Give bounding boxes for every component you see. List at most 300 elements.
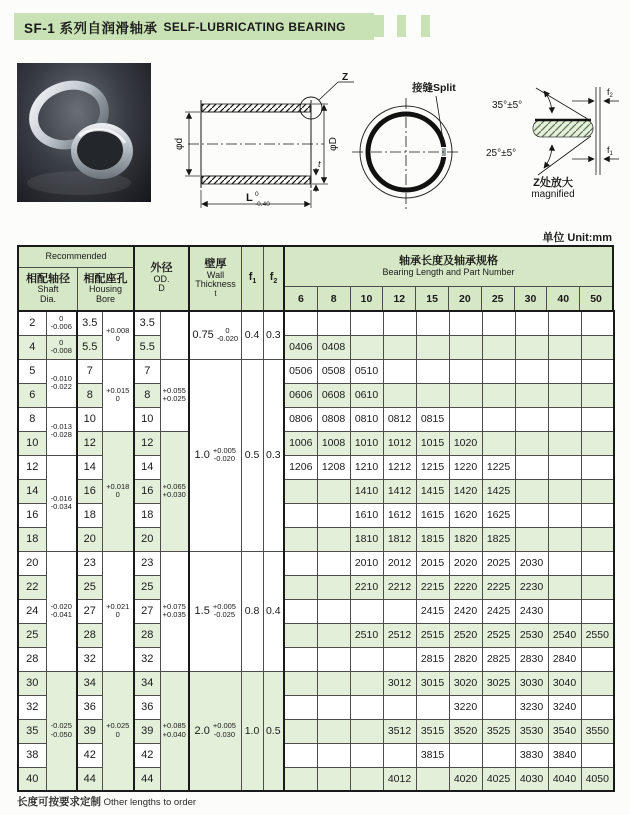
length-column-header: 30	[515, 287, 548, 310]
part-number-cell: 1820	[449, 527, 482, 551]
housing-tolerance-cell: +0.008 0	[102, 311, 134, 359]
length-column-header: 50	[590, 292, 602, 305]
part-number-cell: 2030	[515, 551, 548, 575]
header-length-columns	[285, 287, 612, 310]
front-view-drawing	[348, 72, 470, 214]
od-cell: 18	[134, 503, 160, 527]
part-number-cell	[449, 359, 482, 383]
part-number-cell: 1415	[416, 479, 449, 503]
part-number-cell: 4025	[482, 767, 515, 791]
part-number-cell	[548, 335, 581, 359]
housing-bore-cell: 34	[77, 671, 102, 695]
part-number-cell: 3525	[482, 719, 515, 743]
part-number-cell	[317, 671, 350, 695]
f1-cell: 1.0	[241, 671, 263, 791]
part-number-cell: 0806	[284, 407, 317, 431]
table-row	[18, 359, 614, 383]
part-number-cell: 2210	[350, 575, 383, 599]
part-number-cell	[416, 311, 449, 335]
part-number-cell: 2510	[350, 623, 383, 647]
f2-cell: 0.3	[263, 359, 284, 551]
section-drawing	[170, 72, 365, 222]
length-column-header: 12	[383, 287, 416, 310]
od-cell: 44	[134, 767, 160, 791]
part-number-cell	[581, 335, 614, 359]
part-number-cell	[317, 527, 350, 551]
part-number-cell: 1625	[482, 503, 515, 527]
part-number-cell	[383, 695, 416, 719]
part-number-cell: 1615	[416, 503, 449, 527]
housing-tolerance-cell: +0.021 0	[102, 551, 134, 671]
part-number-cell	[317, 503, 350, 527]
part-number-cell	[350, 671, 383, 695]
part-number-cell: 1425	[482, 479, 515, 503]
shaft-tolerance-cell: 0 -0.006	[46, 311, 77, 335]
part-number-cell: 0815	[416, 407, 449, 431]
part-number-cell	[548, 599, 581, 623]
decor-square	[421, 15, 430, 37]
part-number-cell: 1825	[482, 527, 515, 551]
part-number-cell: 1020	[449, 431, 482, 455]
part-number-cell: 0610	[350, 383, 383, 407]
part-number-cell	[383, 311, 416, 335]
part-number-cell: 3030	[515, 671, 548, 695]
shaft-tolerance-cell: 0 -0.008	[46, 335, 77, 359]
detail-z-drawing	[478, 75, 623, 200]
part-number-cell	[317, 551, 350, 575]
shaft-dia-cell: 38	[18, 743, 46, 767]
housing-bore-cell: 3.5	[77, 311, 102, 335]
part-number-cell	[284, 767, 317, 791]
part-number-cell	[581, 455, 614, 479]
part-number-cell: 1412	[383, 479, 416, 503]
part-number-cell: 1215	[416, 455, 449, 479]
part-number-cell	[416, 383, 449, 407]
part-number-cell: 3540	[548, 719, 581, 743]
part-number-cell	[284, 719, 317, 743]
shaft-dia-cell: 14	[18, 479, 46, 503]
part-number-cell	[548, 551, 581, 575]
part-number-cell	[317, 767, 350, 791]
shaft-tolerance-cell: -0.010 -0.022	[46, 359, 77, 407]
housing-bore-cell: 36	[77, 695, 102, 719]
part-number-cell: 2020	[449, 551, 482, 575]
part-number-cell: 2012	[383, 551, 416, 575]
split-label: 接缝Split	[412, 82, 456, 94]
part-number-cell: 1225	[482, 455, 515, 479]
housing-bore-cell: 12	[77, 431, 102, 455]
part-number-cell	[284, 479, 317, 503]
part-number-cell	[581, 599, 614, 623]
part-number-cell: 4030	[515, 767, 548, 791]
length-column-header: 6	[285, 287, 318, 310]
part-number-cell	[581, 311, 614, 335]
housing-bore-cell: 39	[77, 719, 102, 743]
part-number-cell	[284, 671, 317, 695]
footer-note	[17, 794, 196, 809]
part-number-cell	[581, 359, 614, 383]
part-number-cell	[548, 527, 581, 551]
part-number-cell: 3815	[416, 743, 449, 767]
table-row	[18, 431, 614, 455]
part-number-cell	[581, 479, 614, 503]
shaft-tolerance-cell: -0.025 -0.050	[46, 671, 77, 791]
od-tolerance-cell: +0.065 +0.030	[160, 431, 189, 551]
wall-thickness-cell: 1.5 +0.005 -0.025	[189, 551, 241, 671]
part-number-cell: 2525	[482, 623, 515, 647]
part-number-cell: 2512	[383, 623, 416, 647]
housing-tolerance-cell: +0.015 0	[102, 359, 134, 431]
shaft-tolerance-cell: -0.020 -0.041	[46, 551, 77, 671]
od-cell: 5.5	[134, 335, 160, 359]
decor-square	[363, 15, 384, 37]
part-number-cell: 1015	[416, 431, 449, 455]
page-title-en: SELF-LUBRICATING BEARING	[163, 19, 346, 34]
dim-length-label: L	[246, 192, 253, 204]
part-number-cell	[317, 623, 350, 647]
part-number-cell	[350, 743, 383, 767]
part-number-cell: 2025	[482, 551, 515, 575]
angle-top-label: 35°±5°	[492, 100, 523, 111]
part-number-cell	[482, 359, 515, 383]
part-number-cell	[449, 335, 482, 359]
shaft-dia-cell: 30	[18, 671, 46, 695]
od-cell: 14	[134, 455, 160, 479]
housing-bore-cell: 18	[77, 503, 102, 527]
dim-inner-label: φd	[174, 137, 185, 151]
housing-bore-cell: 20	[77, 527, 102, 551]
part-number-cell: 2212	[383, 575, 416, 599]
part-number-cell	[548, 503, 581, 527]
part-number-cell	[548, 455, 581, 479]
header-recommended: Recommended	[19, 247, 135, 268]
part-number-cell	[350, 311, 383, 335]
part-number-cell	[317, 575, 350, 599]
part-number-cell: 2820	[449, 647, 482, 671]
part-number-cell: 2825	[482, 647, 515, 671]
housing-bore-cell: 7	[77, 359, 102, 383]
part-number-cell	[350, 719, 383, 743]
housing-bore-cell: 25	[77, 575, 102, 599]
part-number-cell: 2520	[449, 623, 482, 647]
part-number-cell	[284, 311, 317, 335]
part-number-cell	[581, 575, 614, 599]
table-header	[17, 245, 614, 310]
length-column-header: 10	[351, 287, 384, 310]
part-number-cell: 3025	[482, 671, 515, 695]
f2-cell: 0.5	[263, 671, 284, 791]
part-number-cell	[317, 719, 350, 743]
part-number-cell: 0408	[317, 335, 350, 359]
shaft-dia-cell: 25	[18, 623, 46, 647]
od-cell: 34	[134, 671, 160, 695]
part-number-cell	[581, 695, 614, 719]
part-number-cell: 4050	[581, 767, 614, 791]
part-number-cell: 4040	[548, 767, 581, 791]
od-tolerance-cell	[160, 311, 189, 359]
part-number-cell	[515, 359, 548, 383]
bearing-photo-art	[17, 63, 151, 202]
part-number-cell	[383, 335, 416, 359]
part-number-cell: 0508	[317, 359, 350, 383]
shaft-dia-cell: 5	[18, 359, 46, 383]
shaft-dia-cell: 16	[18, 503, 46, 527]
shaft-dia-cell: 18	[18, 527, 46, 551]
part-number-cell	[515, 311, 548, 335]
part-number-cell	[317, 479, 350, 503]
header-wall-thickness: 壁厚 Wall Thickness t	[190, 247, 242, 310]
housing-bore-cell: 27	[77, 599, 102, 623]
z-label: Z	[342, 72, 349, 83]
part-number-cell: 1012	[383, 431, 416, 455]
part-number-cell	[416, 767, 449, 791]
part-number-cell: 1010	[350, 431, 383, 455]
part-number-cell: 1410	[350, 479, 383, 503]
part-number-cell: 3530	[515, 719, 548, 743]
shaft-dia-cell: 2	[18, 311, 46, 335]
od-cell: 12	[134, 431, 160, 455]
part-number-cell	[416, 359, 449, 383]
housing-tolerance-cell: +0.018 0	[102, 431, 134, 551]
part-number-cell	[350, 695, 383, 719]
part-number-cell: 1006	[284, 431, 317, 455]
part-number-cell	[449, 407, 482, 431]
part-number-cell	[515, 503, 548, 527]
part-number-cell: 0808	[317, 407, 350, 431]
part-number-cell: 3550	[581, 719, 614, 743]
part-number-cell	[317, 599, 350, 623]
part-number-cell	[284, 551, 317, 575]
part-number-cell	[383, 599, 416, 623]
part-number-cell: 2530	[515, 623, 548, 647]
od-cell: 25	[134, 575, 160, 599]
part-number-cell: 1208	[317, 455, 350, 479]
part-number-cell	[350, 767, 383, 791]
part-number-cell	[515, 479, 548, 503]
od-cell: 42	[134, 743, 160, 767]
part-number-cell	[284, 743, 317, 767]
dim-wall-label: t	[318, 159, 321, 169]
part-number-cell: 2220	[449, 575, 482, 599]
part-number-cell: 3020	[449, 671, 482, 695]
part-number-cell	[548, 431, 581, 455]
od-cell: 8	[134, 383, 160, 407]
part-number-cell: 3840	[548, 743, 581, 767]
part-number-cell: 2840	[548, 647, 581, 671]
part-number-cell	[581, 431, 614, 455]
od-cell: 3.5	[134, 311, 160, 335]
part-number-cell: 2815	[416, 647, 449, 671]
housing-bore-cell: 28	[77, 623, 102, 647]
part-number-cell: 1815	[416, 527, 449, 551]
part-number-cell: 2230	[515, 575, 548, 599]
part-number-cell: 3012	[383, 671, 416, 695]
part-number-cell: 1812	[383, 527, 416, 551]
length-column-header: 15	[416, 287, 449, 310]
part-number-cell: 1610	[350, 503, 383, 527]
part-number-cell: 2540	[548, 623, 581, 647]
od-cell: 7	[134, 359, 160, 383]
part-number-cell	[515, 407, 548, 431]
housing-bore-cell: 23	[77, 551, 102, 575]
part-number-cell: 3220	[449, 695, 482, 719]
shaft-dia-cell: 8	[18, 407, 46, 431]
part-number-cell	[548, 359, 581, 383]
shaft-dia-cell: 24	[18, 599, 46, 623]
header-f1: $f_1$	[242, 247, 264, 310]
od-cell: 28	[134, 623, 160, 647]
part-number-cell	[284, 623, 317, 647]
part-number-cell	[350, 599, 383, 623]
part-number-cell: 2515	[416, 623, 449, 647]
detail-caption-zh: Z处放大	[533, 177, 573, 189]
housing-bore-cell: 10	[77, 407, 102, 431]
part-number-cell	[548, 407, 581, 431]
angle-bottom-label: 25°±5°	[486, 148, 517, 159]
header-shaft-dia: 相配轴径 Shaft Dia.	[19, 268, 78, 310]
od-cell: 20	[134, 527, 160, 551]
part-number-cell	[581, 743, 614, 767]
part-number-cell	[515, 335, 548, 359]
part-number-cell: 2425	[482, 599, 515, 623]
part-number-cell	[482, 335, 515, 359]
part-number-cell	[515, 383, 548, 407]
housing-bore-cell: 44	[77, 767, 102, 791]
part-number-cell	[317, 743, 350, 767]
shaft-dia-cell: 40	[18, 767, 46, 791]
housing-bore-cell: 14	[77, 455, 102, 479]
part-number-cell	[581, 503, 614, 527]
header-od: 外径 OD. D	[135, 247, 190, 310]
shaft-dia-cell: 22	[18, 575, 46, 599]
part-number-cell	[482, 743, 515, 767]
part-number-cell: 4012	[383, 767, 416, 791]
part-number-cell: 3515	[416, 719, 449, 743]
header-housing-bore: 相配座孔 Housing Bore	[78, 268, 135, 310]
part-number-cell	[416, 335, 449, 359]
part-number-cell: 3040	[548, 671, 581, 695]
table-row	[18, 671, 614, 695]
part-number-cell: 3520	[449, 719, 482, 743]
part-number-cell: 0606	[284, 383, 317, 407]
od-cell: 23	[134, 551, 160, 575]
part-number-cell	[317, 311, 350, 335]
part-number-cell	[317, 647, 350, 671]
shaft-tolerance-cell: -0.016 -0.034	[46, 455, 77, 551]
page-title-zh: SF-1 系列自润滑轴承	[24, 20, 158, 36]
wall-thickness-cell: 0.75 0 -0.020	[189, 311, 241, 359]
part-number-cell	[581, 551, 614, 575]
length-column-header: 20	[449, 287, 482, 310]
part-number-cell: 1220	[449, 455, 482, 479]
part-number-cell	[515, 431, 548, 455]
shaft-dia-cell: 20	[18, 551, 46, 575]
part-number-cell: 2830	[515, 647, 548, 671]
footer-note-en: Other lengths to order	[103, 797, 197, 808]
unit-label: 单位 Unit:mm	[542, 232, 612, 244]
bearing-table	[17, 310, 615, 792]
part-number-cell: 1206	[284, 455, 317, 479]
part-number-cell: 3240	[548, 695, 581, 719]
part-number-cell: 0810	[350, 407, 383, 431]
shaft-dia-cell: 4	[18, 335, 46, 359]
part-number-cell	[482, 695, 515, 719]
f2-label: $f_2$	[607, 87, 613, 99]
part-number-cell: 3512	[383, 719, 416, 743]
decor-square	[397, 15, 406, 37]
part-number-cell	[548, 383, 581, 407]
length-column-header: 25	[482, 287, 515, 310]
part-number-cell	[482, 311, 515, 335]
part-number-cell	[284, 503, 317, 527]
bearing-photo	[17, 63, 151, 202]
part-number-cell	[284, 695, 317, 719]
housing-bore-cell: 16	[77, 479, 102, 503]
part-number-cell: 0510	[350, 359, 383, 383]
part-number-cell	[383, 743, 416, 767]
housing-bore-cell: 5.5	[77, 335, 102, 359]
part-number-cell	[581, 647, 614, 671]
table-row	[18, 551, 614, 575]
od-cell: 39	[134, 719, 160, 743]
detail-caption-en: magnified	[531, 189, 575, 200]
part-number-cell: 2415	[416, 599, 449, 623]
part-number-cell	[581, 383, 614, 407]
shaft-dia-cell: 32	[18, 695, 46, 719]
part-number-cell: 2215	[416, 575, 449, 599]
header-f2: $f_2$	[264, 247, 285, 310]
part-number-cell: 0608	[317, 383, 350, 407]
part-number-cell: 3230	[515, 695, 548, 719]
part-number-cell: 2015	[416, 551, 449, 575]
part-number-cell: 4020	[449, 767, 482, 791]
part-number-cell	[416, 695, 449, 719]
housing-bore-cell: 8	[77, 383, 102, 407]
od-tolerance-cell: +0.085 +0.040	[160, 671, 189, 791]
part-number-cell	[449, 311, 482, 335]
part-number-cell	[350, 647, 383, 671]
part-number-cell	[317, 695, 350, 719]
part-number-cell	[350, 335, 383, 359]
od-cell: 32	[134, 647, 160, 671]
od-tolerance-cell: +0.055 +0.025	[160, 359, 189, 431]
shaft-dia-cell: 35	[18, 719, 46, 743]
length-column-header: 8	[318, 287, 351, 310]
od-tolerance-cell: +0.075 +0.035	[160, 551, 189, 671]
shaft-tolerance-cell: -0.013 -0.028	[46, 407, 77, 455]
part-number-cell: 1810	[350, 527, 383, 551]
wall-thickness-cell: 1.0 +0.005 -0.020	[189, 359, 241, 551]
part-number-cell: 1620	[449, 503, 482, 527]
dim-outer-label: φD	[328, 137, 339, 151]
shaft-dia-cell: 6	[18, 383, 46, 407]
part-number-cell	[548, 479, 581, 503]
housing-tolerance-cell: +0.025 0	[102, 671, 134, 791]
part-number-cell: 2550	[581, 623, 614, 647]
part-number-cell	[482, 431, 515, 455]
f1-label: $f_1$	[607, 145, 613, 157]
part-number-cell	[482, 383, 515, 407]
part-number-cell: 1612	[383, 503, 416, 527]
part-number-cell	[383, 647, 416, 671]
od-cell: 16	[134, 479, 160, 503]
part-number-cell: 1008	[317, 431, 350, 455]
dim-length-tol-top: 0	[255, 191, 259, 198]
part-number-cell	[515, 527, 548, 551]
part-number-cell	[284, 647, 317, 671]
housing-bore-cell: 42	[77, 743, 102, 767]
part-number-cell: 2010	[350, 551, 383, 575]
